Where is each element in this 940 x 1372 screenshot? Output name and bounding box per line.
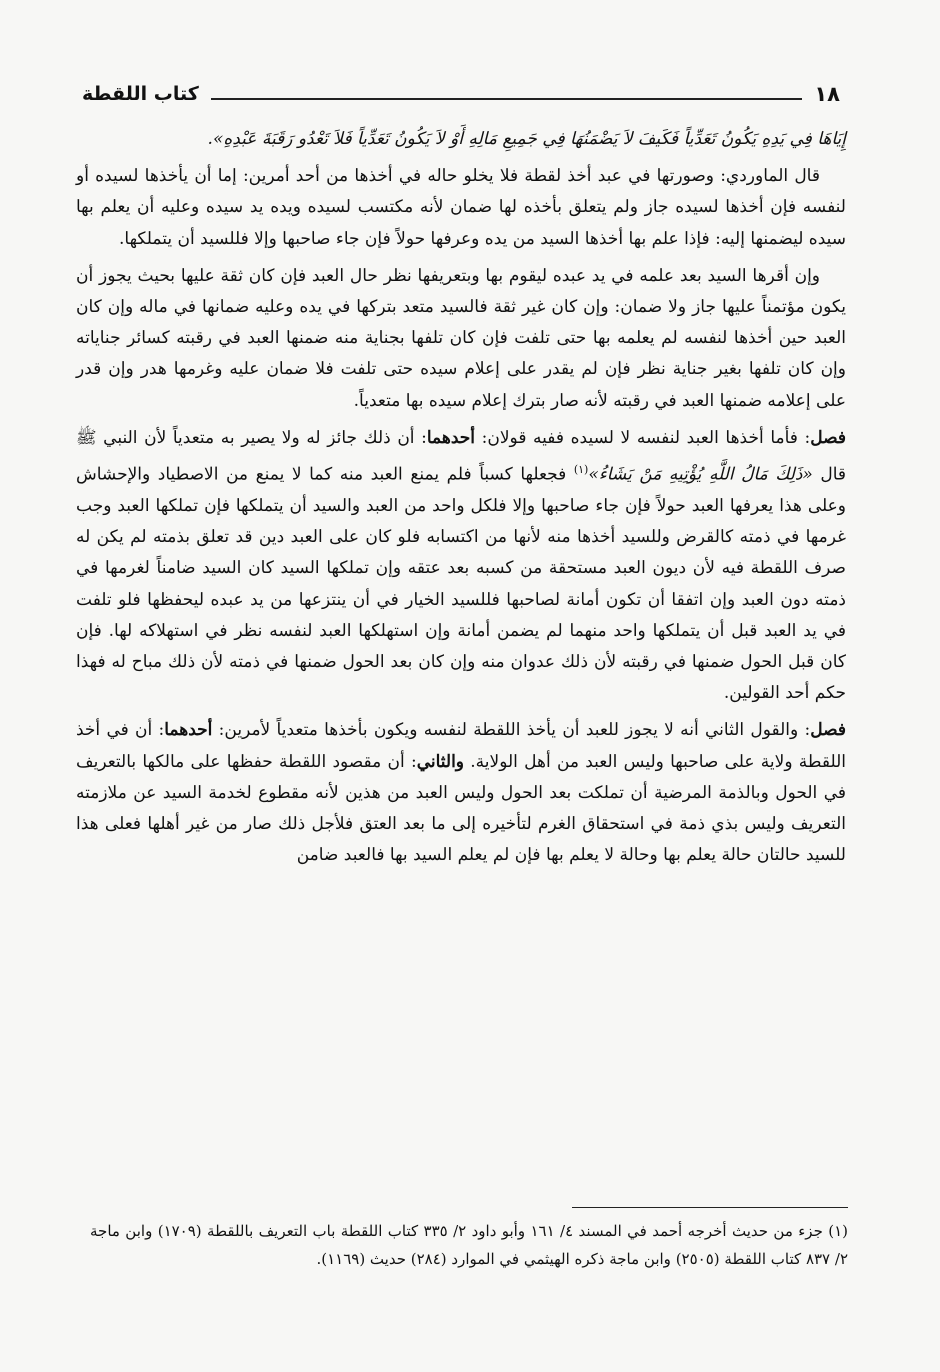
hadith-quote: «ذَلِكَ مَالُ اللَّهِ يُؤْتِيهِ مَنْ يَشَاءُ» (588, 464, 813, 485)
paragraph-mawardi: قال الماوردي: وصورتها في عبد أخذ لقطة فلا يخلو حاله في أخذها من أحد أمرين: إما أن يأخذها لسيده أو لنفسه فإن أخذها لسيده جاز ولم يتعلق بأخذه لها ضمان لأنه مكتسب لسيده ويده يد سيده وعليه أن يعلم بها سيده ليضمنها إليه: فإذا علم بها أخذها السيد من يده وعرفها حولاً فإن جاء صاحبها وإلا فللسيد أن يتملكها. (76, 166, 846, 249)
footnotes (90, 1217, 848, 1273)
section-text: : أن في أخذ اللقطة ولاية على صاحبها وليس العبد من أهل الولاية. (76, 720, 847, 772)
footnote-reference: (١) (573, 463, 589, 477)
footnote-item: (١) جزء من حديث أخرجه أحمد في المسند ٤/ ١٦١ وأبو داود ٢/ ٣٣٥ كتاب اللقطة باب التعريف باللقطة (١٧٠٩) وابن ماجة ٢/ ٨٣٧ كتاب اللقطة (٢٥٠٥) وابن ماجة ذكره الهيثمي في الموارد (٢٨٤) حديث (١١٦٩). (90, 1222, 849, 1268)
section-text: : والقول الثاني أنه لا يجوز للعبد أن يأخذ اللقطة لنفسه ويكون بأخذها متعدياً لأمرين: (212, 720, 811, 741)
section-term: والثاني (416, 751, 465, 772)
section-first-opinion (76, 423, 846, 709)
page-number: ١٨ (814, 82, 840, 106)
page-header (82, 72, 840, 106)
running-title: كتاب اللقطة (82, 83, 199, 105)
section-text: : أن ذلك جائز له ولا يصير به متعدياً لأن النبي ﷺ قال (76, 427, 846, 485)
section-text: فجعلها كسباً فلم يمنع العبد منه كما لا يمنع من الاصطياد والإحشاش وعلى هذا يعرفها العبد حولاً فإن جاء صاحبها وإلا فلكل واحد من العبد والسيد أن يتملكها فإن تملكها العبد وجب غرمها في ذمته كالقرض وللسيد أخذها منه لأنها من اكتسابه فلو كان على العبد دين قد تعلق بذمته لم يكن له صرف اللقطة فيه لأن ديون العبد مستحقة من كسبه بعد عتقه وإن تملكها السيد كان السيد ضامناً لغرمها في ذمته دون العبد وإن اتفقا أن تكون أمانة لصاحبها فللسيد الخيار في أن ينتزعها من يد عبده ليحفظها فلو تلفت في يد العبد قبل أن يتملكها واحد منهما لم يضمن أمانة وإن استهلكها العبد لنفسه نظر في استهلاكه لها. فإن كان قبل الحول ضمنها في رقبته لأن ذلك عدوان منه وإن كان بعد الحول ضمنها في ذمته لأن ذلك مباح له فهذا حكم أحد القولين. (76, 464, 846, 704)
paragraph-master-approval: وإن أقرها السيد بعد علمه في يد عبده ليقوم بها وبتعريفها نظر حال العبد فإن كان ثقة عليها بحيث يجوز أن يكون مؤتمناً عليها جاز ولا ضمان: وإن كان غير ثقة فالسيد متعد بتركها في يده وعليه ضمانها في ماله وإن كان العبد حين أخذها لنفسه لم يعلمه بها حتى تلفت فإن كان تلفها بجناية منه ضمنها العبد في رقبته كسائر جناياته وإن كان تلفها بغير جناية نظر فإن لم يقدر على إعلام سيده حتى تلفت فلا ضمان عليه وغرمها هدر وإن قدر على إعلامه ضمنها العبد في رقبته لأنه صار بترك إعلام سيده بها متعدياً. (76, 265, 847, 411)
quoted-passage: إِيَاهَا فِي يَدِهِ يَكُونُ تَعَدِّياً فَكَيفَ لاَ يَضْمَنُهَا فِي جَمِيعِ مَالِهِ أَوْ لاَ يَكُونُ تَعَدِّياً فَلاَ تَعْدُو رَقَبَةَ عَبْدِهِ». (207, 129, 846, 149)
section-text: : أن مقصود اللقطة حفظها على مالكها بالتعريف في الحول وبالذمة المرضية أن تملكت بعد الحول وليس العبد من هذين لأنه مقطوع لخدمة السيد عن ملازمته التعريف وليس بذي ذمة في استحقاق الغرم لتأخيره إلى ما بعد العتق فلأجل ذلك صار من غير أهلها فعلى هذا للسيد حالتان حالة يعلم بها وحالة لا يعلم بها فإن لم يعلم السيد بها فالعبد ضامن (76, 751, 846, 866)
section-term: أحدهما (426, 427, 476, 448)
footnote-divider (572, 1207, 848, 1208)
section-lead: فصل (810, 720, 846, 741)
section-lead: فصل (810, 427, 847, 448)
section-second-opinion (76, 715, 846, 871)
main-text (76, 124, 846, 871)
header-rule (211, 98, 803, 100)
section-text: : فأما أخذها العبد لنفسه لا لسيده ففيه قولان: (475, 427, 811, 448)
section-term: أحدهما (164, 720, 213, 741)
